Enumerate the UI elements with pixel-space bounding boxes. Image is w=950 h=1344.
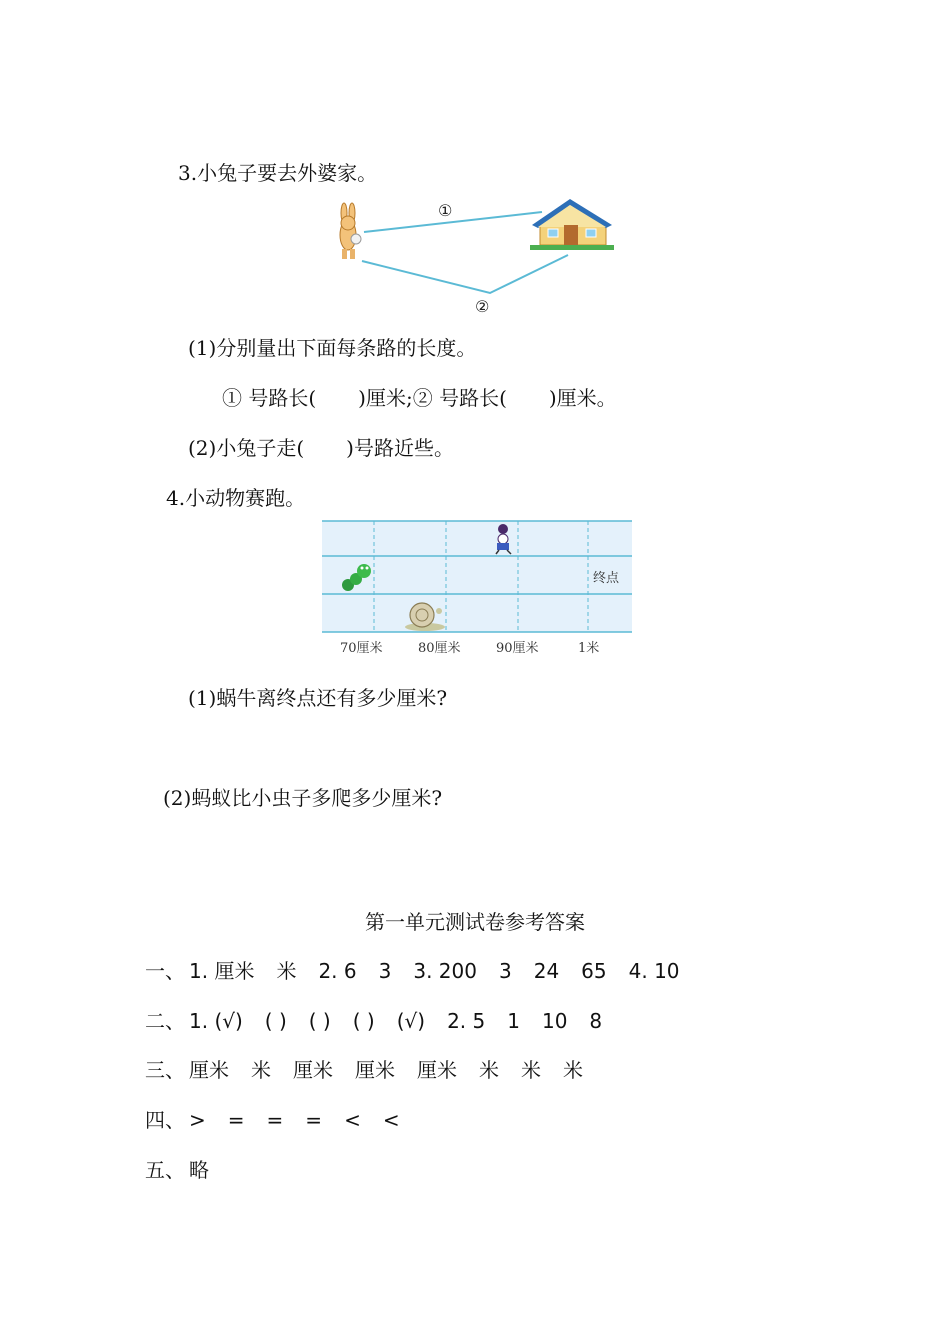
x-tick-label: 90厘米 <box>496 641 539 656</box>
q4-sub1: (1)蜗牛离终点还有多少厘米? <box>188 686 448 710</box>
answer-item: ( ) <box>308 1009 331 1033</box>
answer-row-4 <box>145 1107 422 1133</box>
answer-row-1 <box>145 958 702 984</box>
route-2 <box>362 255 568 293</box>
route2-length-prefix: )厘米;② 号路长( <box>358 386 507 410</box>
answer-row-label: 一、 <box>145 959 185 983</box>
answer-item: 4. 10 <box>628 959 680 983</box>
answer-row-2 <box>145 1008 624 1034</box>
rabbit-illustration <box>340 203 361 259</box>
answer-item: 米 <box>251 1058 271 1082</box>
q4-title: 4.小动物赛跑。 <box>166 486 306 510</box>
answer-item: 米 <box>521 1058 541 1082</box>
answer-item: 2. 6 <box>318 959 357 983</box>
route-length-suffix: )厘米。 <box>548 386 617 410</box>
answer-item: 2. 5 <box>447 1009 486 1033</box>
q3-sub1: (1)分别量出下面每条路的长度。 <box>188 336 477 360</box>
answer-row-3 <box>145 1057 605 1083</box>
answer-item: 3 <box>498 959 512 983</box>
answer-item: = <box>266 1108 284 1132</box>
answer-item: 8 <box>589 1009 603 1033</box>
answer-row-5 <box>145 1157 231 1183</box>
answer-item: < <box>382 1108 400 1132</box>
answer-item: ( ) <box>352 1009 375 1033</box>
answer-item: 厘米 <box>355 1058 395 1082</box>
answer-row-label: 四、 <box>145 1108 185 1132</box>
q3-title: 3.小兔子要去外婆家。 <box>178 161 378 185</box>
answer-item: (√) <box>396 1009 426 1033</box>
answer-item: 米 <box>479 1058 499 1082</box>
answer-item: 10 <box>541 1009 568 1033</box>
route-diagram <box>330 195 630 315</box>
answer-item: 3 <box>378 959 392 983</box>
answer-item: > <box>189 1108 206 1132</box>
house-illustration <box>530 199 614 250</box>
answer-title: 第一单元测试卷参考答案 <box>365 910 585 934</box>
shorter-route-prefix: (2)小兔子走( <box>188 436 305 460</box>
answer-item: ( ) <box>264 1009 287 1033</box>
x-tick-label: 70厘米 <box>340 641 383 656</box>
route-1-label: ① <box>438 201 453 220</box>
race-chart <box>318 515 638 665</box>
answer-item: 1 <box>507 1009 520 1033</box>
answer-item: 1. (√) <box>189 1009 243 1033</box>
route-1 <box>364 212 542 232</box>
answer-item: 3. 200 <box>413 959 477 983</box>
shorter-route-suffix: )号路近些。 <box>346 436 454 460</box>
answer-item: 24 <box>533 959 560 983</box>
q3-sub2 <box>188 435 454 461</box>
answer-row-label: 五、 <box>145 1158 185 1182</box>
answer-item: 略 <box>189 1158 209 1182</box>
answer-item: 1. 厘米 <box>189 959 255 983</box>
answer-row-label: 二、 <box>145 1009 185 1033</box>
answer-row-label: 三、 <box>145 1058 185 1082</box>
finish-label: 终点 <box>593 571 620 586</box>
answer-item: 厘米 <box>189 1058 229 1082</box>
answer-item: < <box>344 1108 361 1132</box>
answer-item: 厘米 <box>293 1058 333 1082</box>
answer-item: = <box>305 1108 323 1132</box>
q3-sub1-fill <box>222 385 617 411</box>
x-tick-label: 1米 <box>578 641 600 656</box>
route1-length-prefix: ① 号路长( <box>222 386 317 410</box>
answer-item: 65 <box>581 959 607 983</box>
route-2-label: ② <box>475 297 490 315</box>
x-tick-label: 80厘米 <box>418 641 461 656</box>
answer-item: 米 <box>276 959 297 983</box>
answer-item: 厘米 <box>417 1058 457 1082</box>
answer-item: 米 <box>563 1058 583 1082</box>
q4-sub2: (2)蚂蚁比小虫子多爬多少厘米? <box>163 786 443 810</box>
answer-item: = <box>227 1108 245 1132</box>
